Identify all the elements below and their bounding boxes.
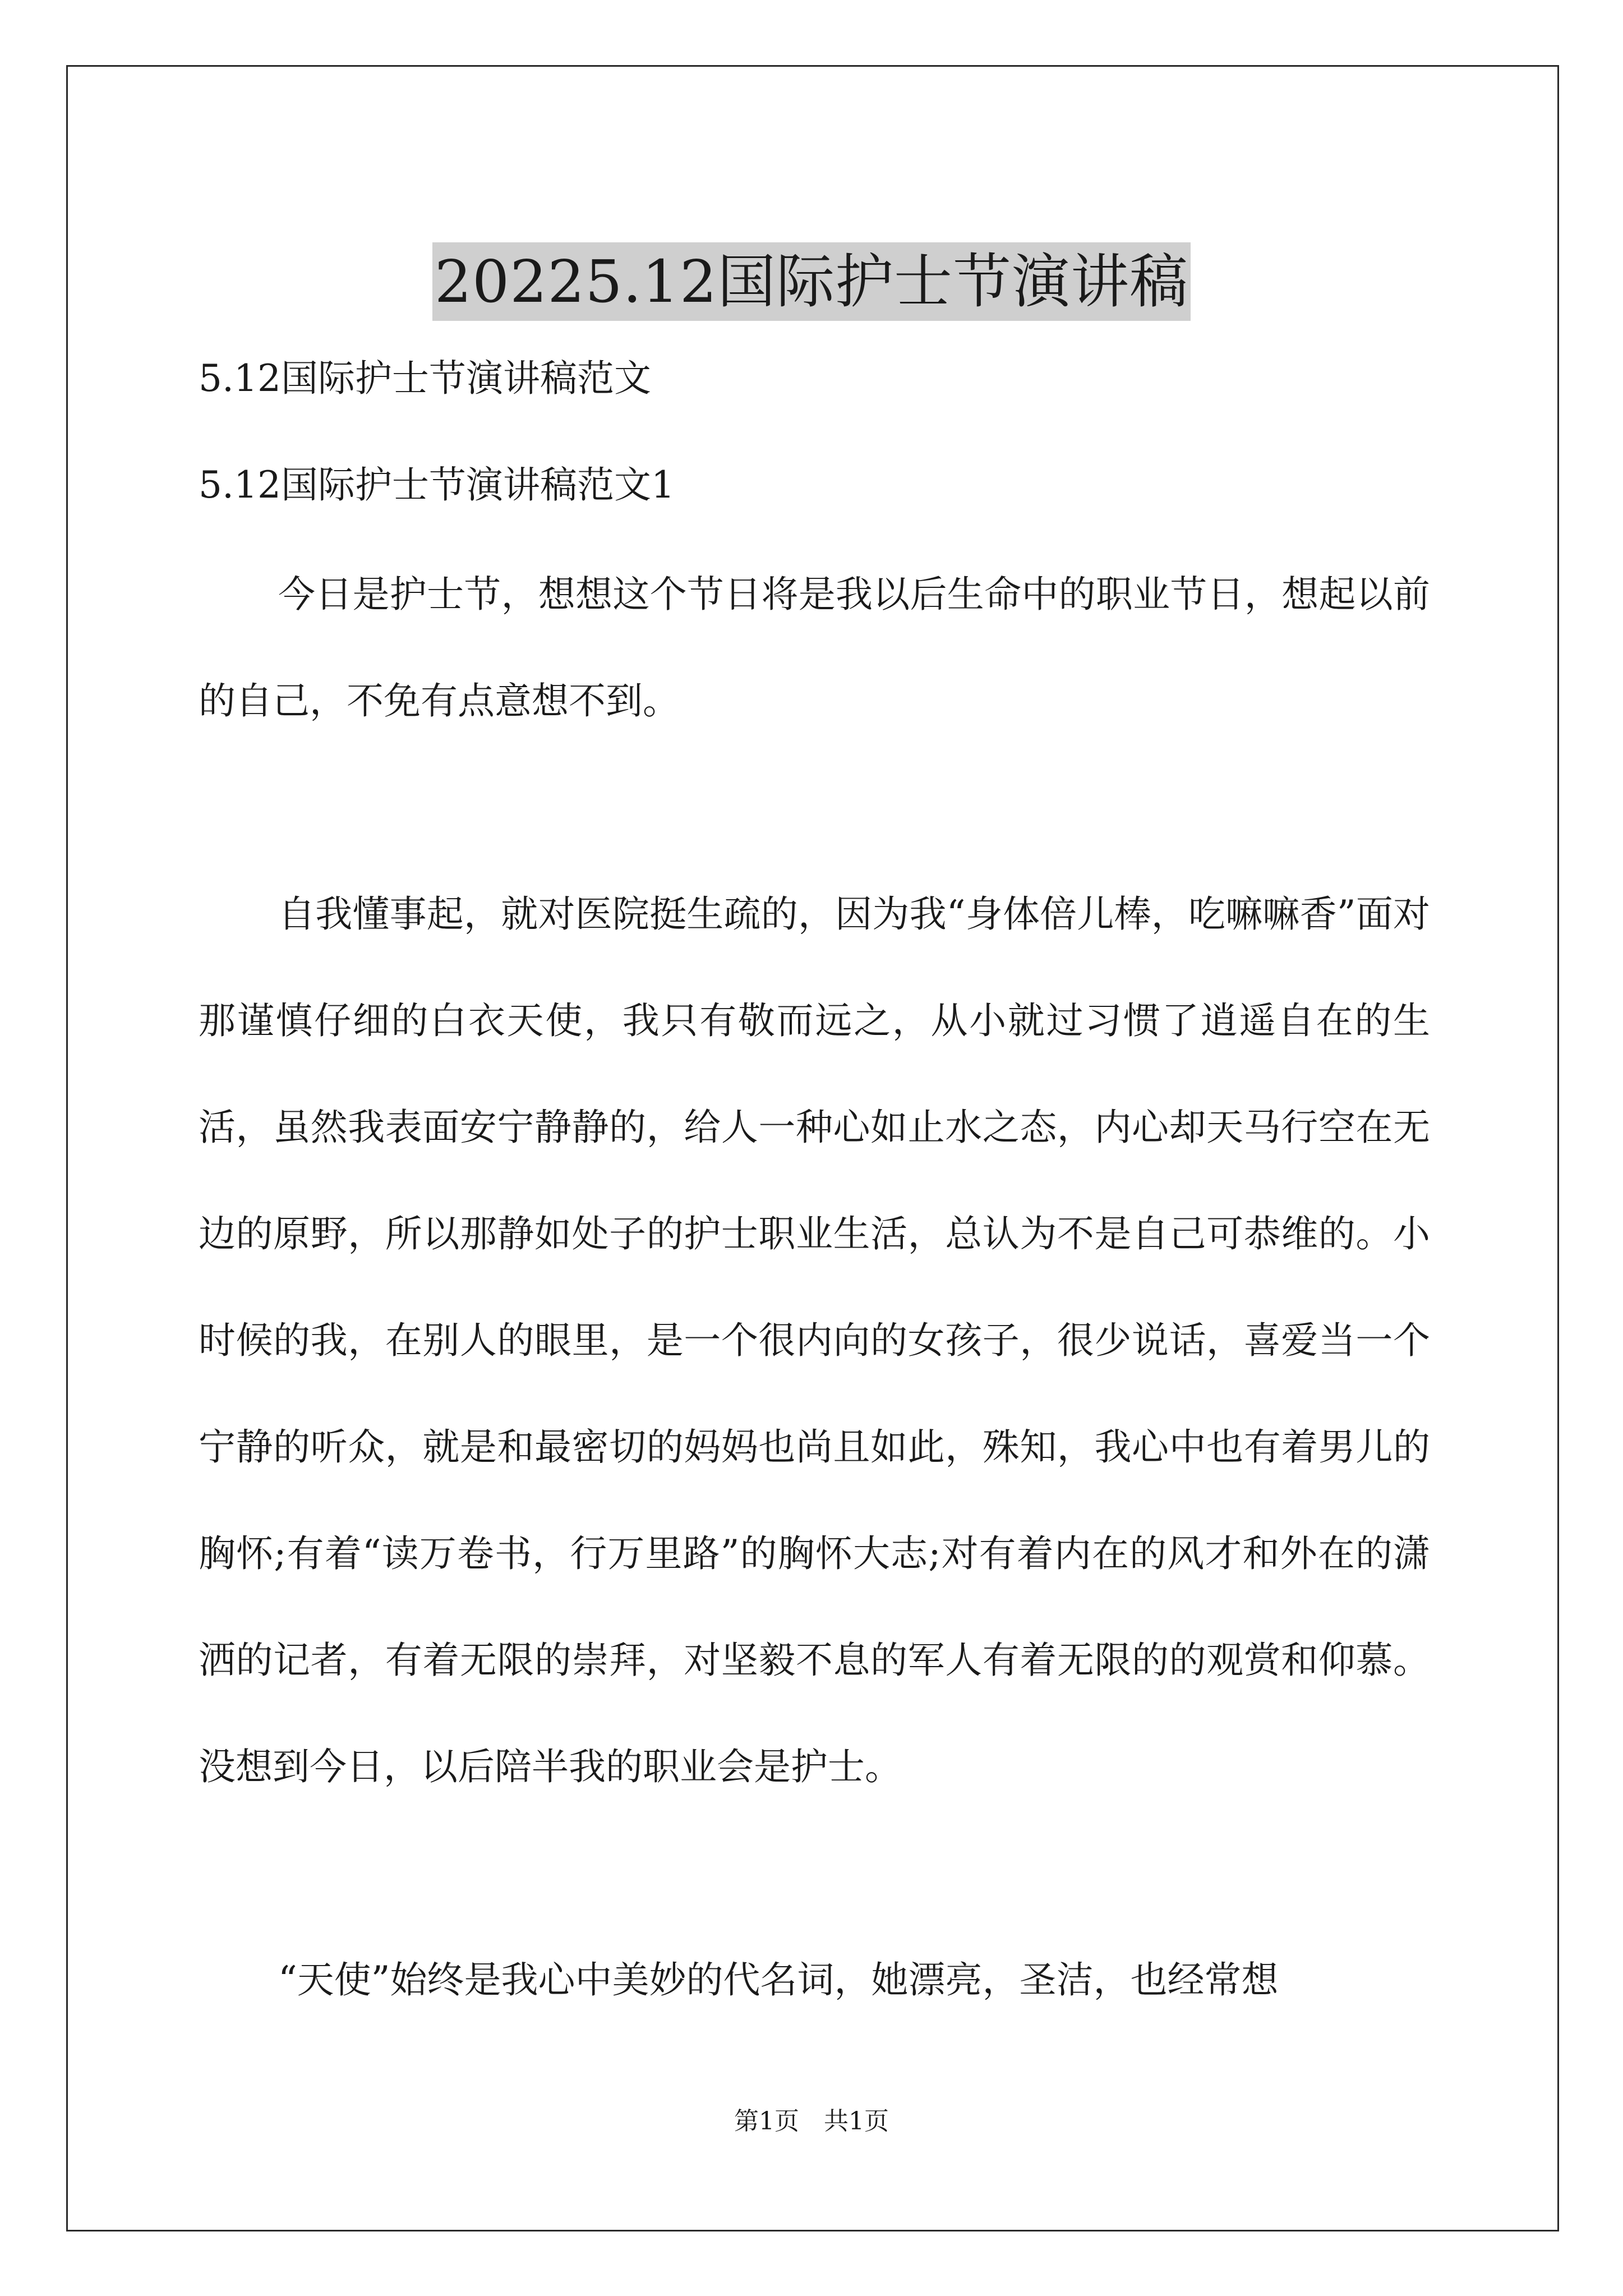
document-title: 20225.12国际护士节演讲稿 (432, 242, 1191, 321)
section-heading-2: 5.12国际护士节演讲稿范文1 (199, 463, 675, 507)
page-footer: 第1页 共1页 (734, 2107, 889, 2136)
title-container (0, 203, 1623, 360)
paragraph-1: 今日是护士节，想想这个节日将是我以后生命中的职业节日，想起以前的自己，不免有点意想不到。 (199, 573, 1430, 723)
paragraph-2: 自我懂事起，就对医院挺生疏的，因为我“身体倍儿棒，吃嘛嘛香”面对那谨慎仔细的白衣天使，我只有敬而远之，从小就过习惯了逍遥自在的生活，虽然我表面安宁静静的，给人一种心如止水之态，内心却天马行空在无边的原野，所以那静如处子的护士职业生活，总认为不是自己可恭维的。小时候的我，在别人的眼里，是一个很内向的女孩子，很少说话，喜爱当一个宁静的听众，就是和最密切的妈妈也尚且如此，殊知，我心中也有着男儿的胸怀;有着“读万卷书，行万里路”的胸怀大志;对有着内在的风才和外在的潇洒的记者，有着无限的崇拜，对坚毅不息的军人有着无限的的观赏和仰慕。没想到今日，以后陪半我的职业会是护士。 (199, 892, 1430, 1788)
paragraph-3: “天使”始终是我心中美妙的代名词，她漂亮，圣洁，也经常想 (278, 1958, 1279, 2001)
section-heading-1: 5.12国际护士节演讲稿范文 (199, 357, 651, 400)
